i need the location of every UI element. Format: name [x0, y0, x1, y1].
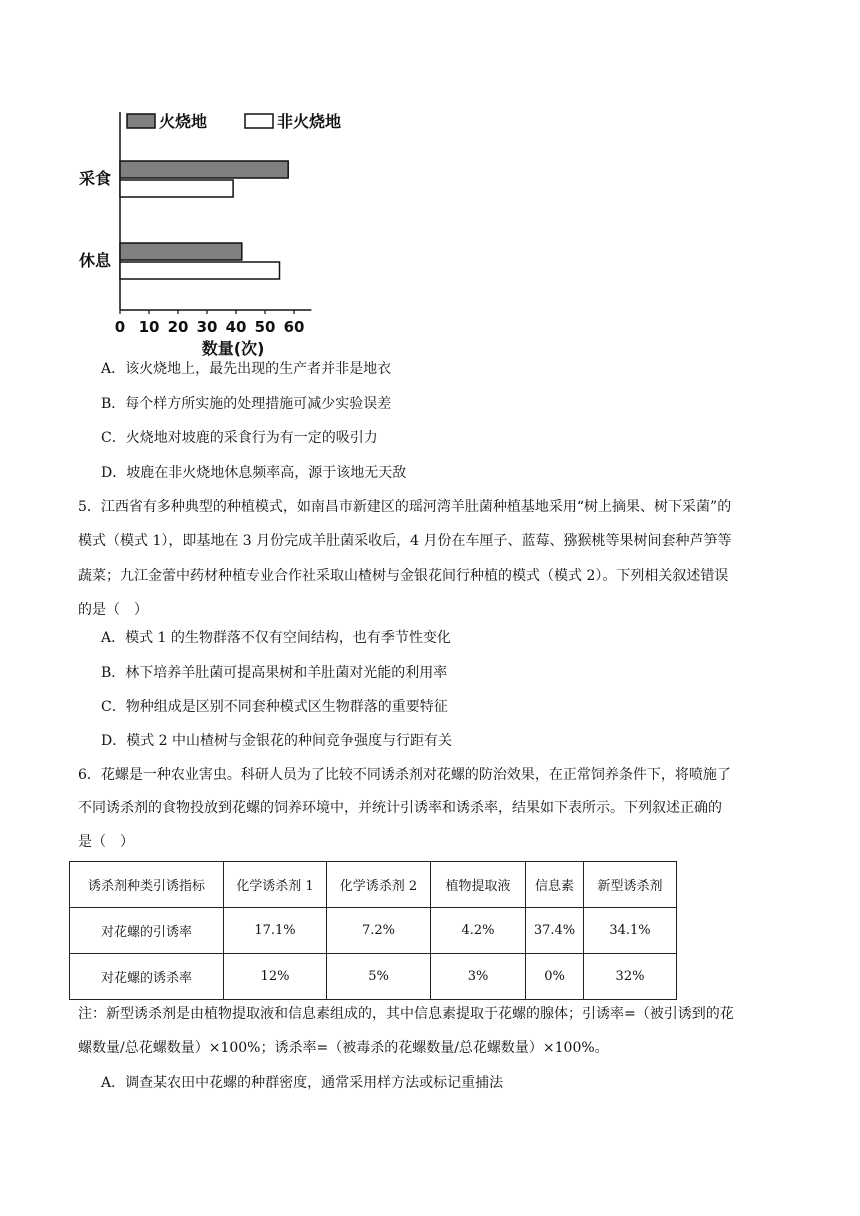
q5-option-d: D．模式 2 中山楂树与金银花的种间竞争强度与行距有关: [101, 733, 453, 749]
table-note-line: 螺数量/总花螺数量）×100%；诱杀率=（被毒杀的花螺数量/总花螺数量）×100%。: [78, 1040, 609, 1056]
q5-stem-line: 5．江西省有多种典型的种植模式，如南昌市新建区的瑶河湾羊肚菌种植基地采用“树上摘果、树下采菌”的: [78, 499, 732, 515]
q6-stem-line: 不同诱杀剂的食物投放到花螺的饲养环境中，并统计引诱率和诱杀率，结果如下表所示。下列叙述正确的: [78, 800, 722, 816]
q4-option-c: C．火烧地对坡鹿的采食行为有一定的吸引力: [101, 430, 378, 446]
q6-stem-line: 6．花螺是一种农业害虫。科研人员为了比较不同诱杀剂对花螺的防治效果，在正常饲养条件下，将喷施了: [78, 767, 731, 783]
x-tick-label: 40: [225, 318, 247, 336]
table-note-line: 注：新型诱杀剂是由植物提取液和信息素组成的，其中信息素提取于花螺的腺体；引诱率=（被引诱到的花: [78, 1006, 734, 1022]
bar: [120, 262, 280, 279]
bar: [120, 180, 233, 197]
table-header-cell: 化学诱杀剂 2: [327, 862, 431, 908]
table-row: [70, 908, 677, 954]
q4-option-b: B．每个样方所实施的处理措施可减少实验误差: [101, 396, 392, 412]
table-cell: 32%: [584, 954, 677, 1000]
table-header-cell: 新型诱杀剂: [584, 862, 677, 908]
table-cell: 7.2%: [327, 908, 431, 954]
table-cell: 0%: [526, 954, 584, 1000]
q6-option-a: A．调查某农田中花螺的种群密度，通常采用样方法或标记重捕法: [101, 1075, 504, 1091]
table-cell: 4.2%: [431, 908, 526, 954]
category-label: 采食: [79, 169, 112, 188]
q5-option-a: A．模式 1 的生物群落不仅有空间结构，也有季节性变化: [101, 630, 451, 646]
table-header-cell: 诱杀剂种类引诱指标: [70, 862, 224, 908]
q5-stem-line: 的是（ ）: [78, 602, 148, 618]
table-header-cell: 信息素: [526, 862, 584, 908]
x-tick-label: 60: [283, 318, 305, 336]
table-header-cell: 植物提取液: [431, 862, 526, 908]
table-cell: 34.1%: [584, 908, 677, 954]
q6-stem-line: 是（ ）: [78, 834, 134, 850]
q5-option-c: C．物种组成是区别不同套种模式区生物群落的重要特征: [101, 699, 448, 715]
table-cell: 3%: [431, 954, 526, 1000]
table-cell: 17.1%: [224, 908, 327, 954]
q4-option-d: D．坡鹿在非火烧地休息频率高，源于该地无天敌: [101, 465, 407, 481]
table-cell: 12%: [224, 954, 327, 1000]
legend-label: 非火烧地: [277, 112, 342, 131]
bar-chart-svg: [75, 100, 375, 360]
table-cell: 5%: [327, 954, 431, 1000]
bar: [120, 161, 288, 178]
x-tick-label: 10: [138, 318, 160, 336]
legend-swatch: [127, 114, 155, 128]
q4-option-a: A．该火烧地上，最先出现的生产者并非是地衣: [101, 361, 392, 377]
legend-swatch: [245, 114, 273, 128]
q5-option-b: B．林下培养羊肚菌可提高果树和羊肚菌对光能的利用率: [101, 665, 448, 681]
table-header-row: [70, 862, 677, 908]
result-table: [69, 861, 677, 1000]
table-cell: 对花螺的引诱率: [70, 908, 224, 954]
q5-stem-line: 模式（模式 1），即基地在 3 月份完成羊肚菌采收后，4 月份在车厘子、蓝莓、猕猴桃等果树间套种芦笋等: [78, 533, 732, 549]
x-tick-label: 30: [196, 318, 218, 336]
x-axis-title: 数量(次): [201, 339, 265, 358]
x-tick-label: 20: [167, 318, 189, 336]
table-header-cell: 化学诱杀剂 1: [224, 862, 327, 908]
legend-label: 火烧地: [159, 112, 208, 131]
table-cell: 对花螺的诱杀率: [70, 954, 224, 1000]
x-tick-label: 50: [254, 318, 276, 336]
bar-chart: [75, 100, 375, 360]
bar: [120, 243, 242, 260]
table-row: [70, 954, 677, 1000]
table-cell: 37.4%: [526, 908, 584, 954]
category-label: 休息: [79, 251, 112, 270]
q5-stem-line: 蔬菜；九江金蕾中药材种植专业合作社采取山楂树与金银花间行种植的模式（模式 2）。下列相关叙述错误: [78, 568, 729, 584]
x-tick-label: 0: [114, 318, 126, 336]
